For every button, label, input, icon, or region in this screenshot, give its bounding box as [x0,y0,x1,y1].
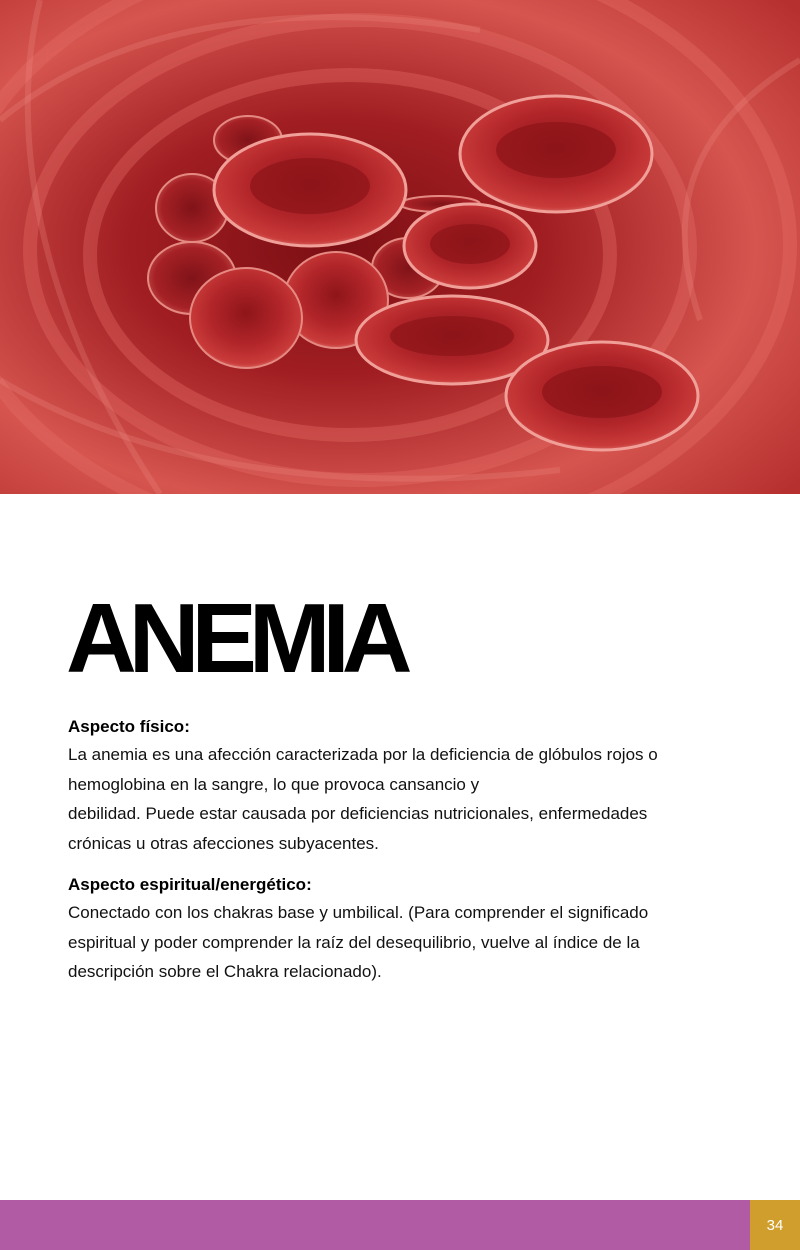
section-text [68,898,738,987]
hero-image [0,0,800,494]
section-text [68,740,738,858]
text-line: crónicas u otras afecciones subyacentes. [68,833,379,853]
footer-bar [0,1200,750,1250]
section-spiritual-aspect [68,872,738,987]
section-heading: Aspecto físico: [68,717,190,736]
page-number-box [750,1200,800,1250]
text-line: Conectado con los chakras base y umbilical. (Para comprender el significado [68,903,649,922]
text-line: debilidad. Puede estar causada por deficiencias nutricionales, enfermedades [68,804,648,823]
page-number: 34 [766,1216,784,1234]
article-body [68,714,738,987]
text-line: descripción sobre el Chakra relacionado). [68,962,382,981]
section-heading: Aspecto espiritual/energético: [68,875,312,894]
section-physical-aspect [68,714,738,858]
text-line: hemoglobina en la sangre, lo que provoca cansancio y [68,774,480,794]
text-line: espiritual y poder comprender la raíz del desequilibrio, vuelve al índice de la [68,932,640,952]
text-line: La anemia es una afección caracterizada por la deficiencia de glóbulos rojos o [68,745,658,764]
red-blood-cells-illustration [0,0,800,494]
page-title: ANEMIA [66,583,405,693]
